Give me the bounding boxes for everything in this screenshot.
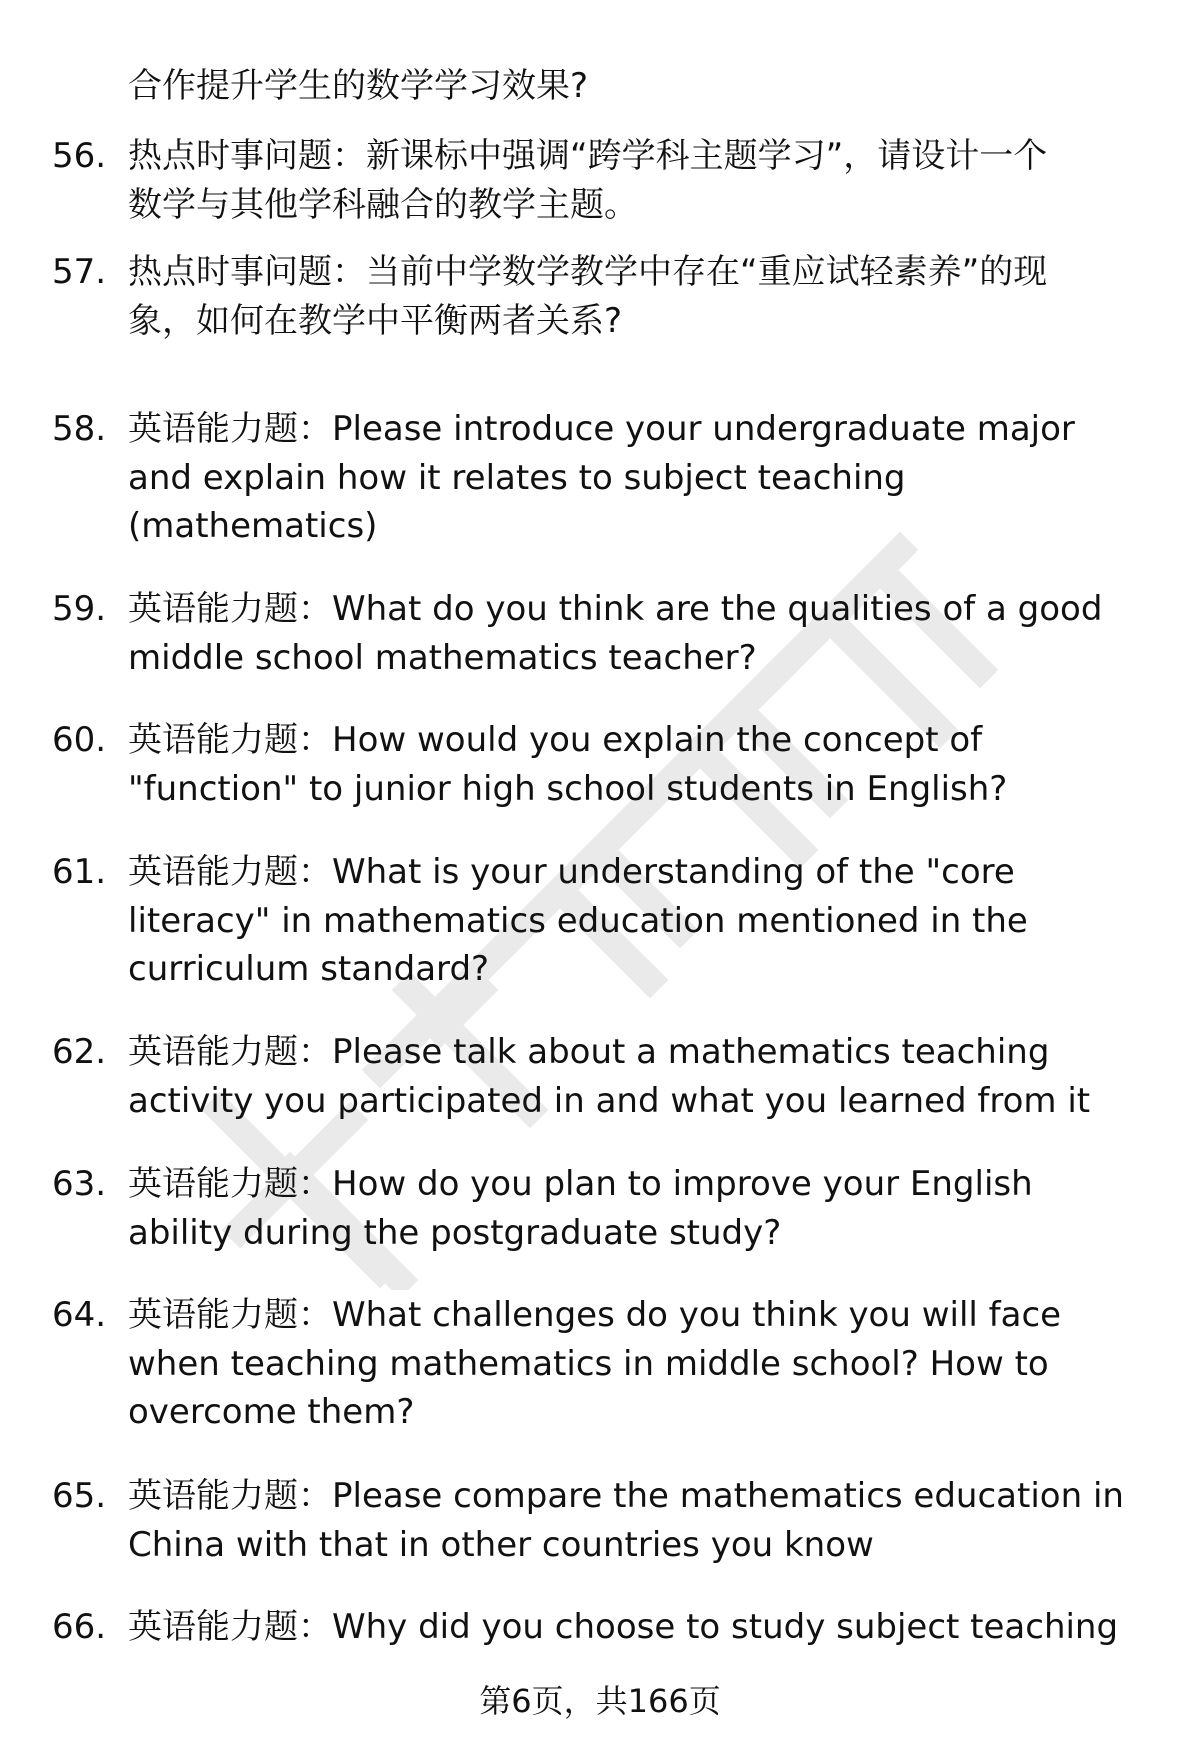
question-item <box>52 132 1148 229</box>
question-item <box>52 716 1148 813</box>
question-text: 英语能力题：Please introduce your undergraduate major and explain how it relates to subject teaching (mathematics) <box>128 409 1075 546</box>
question-number: 56. <box>52 136 107 176</box>
question-number: 66. <box>52 1607 107 1647</box>
question-text: 英语能力题：What is your understanding of the "core literacy" in mathematics education mentioned in the curriculum standard? <box>128 852 1028 989</box>
question-item <box>52 405 1148 551</box>
question-number: 57. <box>52 252 107 292</box>
question-number: 65. <box>52 1476 107 1516</box>
question-number: 63. <box>52 1164 107 1204</box>
question-text: 英语能力题：Why did you choose to study subject teaching <box>128 1607 1119 1647</box>
question-number: 61. <box>52 852 107 892</box>
question-number: 58. <box>52 409 107 449</box>
question-text: 英语能力题：How would you explain the concept of "function" to junior high school students in English? <box>128 720 1008 809</box>
continued-question-text: 合作提升学生的数学学习效果? <box>128 66 589 106</box>
question-item <box>52 1291 1148 1437</box>
question-number: 59. <box>52 589 107 629</box>
question-text: 热点时事问题：当前中学数学教学中存在“重应试轻素养”的现 象，如何在教学中平衡两者关系? <box>128 252 1048 341</box>
question-item <box>52 848 1148 994</box>
question-item <box>52 1160 1148 1257</box>
question-number: 62. <box>52 1032 107 1072</box>
page-number-footer: 第6页，共166页 <box>479 1682 721 1720</box>
question-text: 英语能力题：Please talk about a mathematics teaching activity you participated in and what you learned from it <box>128 1032 1091 1121</box>
question-number: 64. <box>52 1295 107 1335</box>
question-item <box>52 248 1148 345</box>
question-text: 英语能力题：What challenges do you think you will face when teaching mathematics in middle school? How to overcome them? <box>128 1295 1062 1432</box>
question-text: 英语能力题：Please compare the mathematics education in China with that in other countries you know <box>128 1476 1124 1565</box>
question-number: 60. <box>52 720 107 760</box>
question-text: 英语能力题：How do you plan to improve your English ability during the postgraduate study? <box>128 1164 1033 1253</box>
question-item <box>52 1603 1148 1652</box>
question-text: 英语能力题：What do you think are the qualities of a good middle school mathematics teacher? <box>128 589 1103 678</box>
question-text: 热点时事问题：新课标中强调“跨学科主题学习”，请设计一个 数学与其他学科融合的教学主题。 <box>128 136 1048 225</box>
question-item <box>52 1028 1148 1125</box>
question-item <box>52 1472 1148 1569</box>
question-item <box>52 585 1148 682</box>
